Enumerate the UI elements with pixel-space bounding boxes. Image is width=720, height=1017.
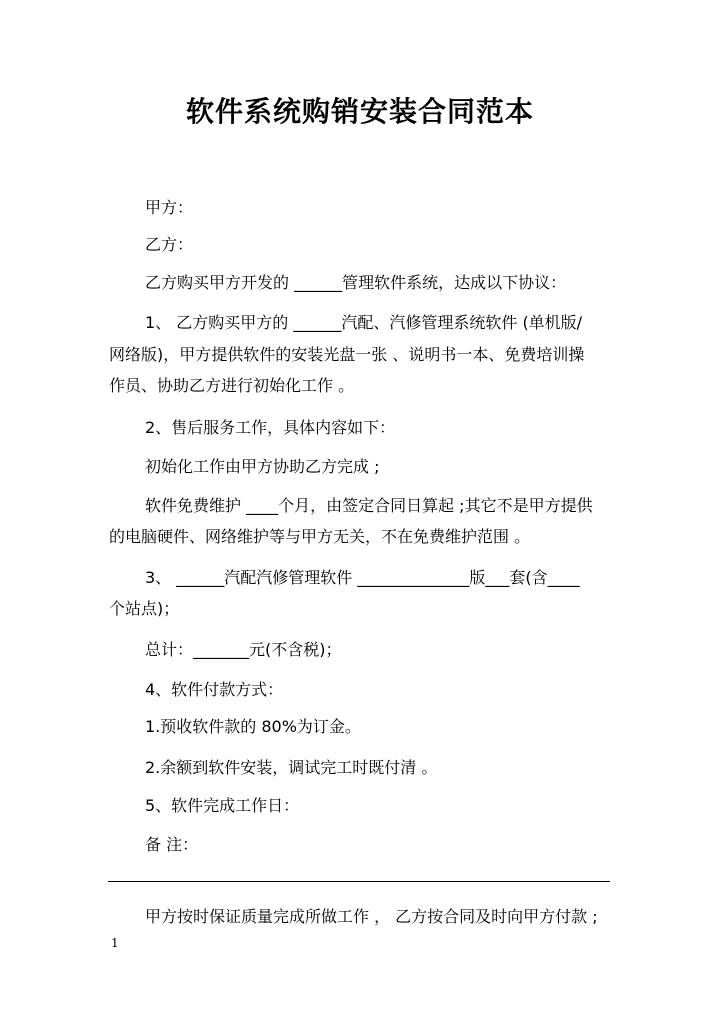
- document-title: 软件系统购销安装合同范本: [185, 95, 534, 128]
- remarks-label: 备 注：: [145, 835, 199, 854]
- page-number: 1: [111, 936, 119, 950]
- clause-2-item-2-line-1: 软件免费维护 ____个月，由签定合同日算起 ;其它不是甲方提供: [145, 496, 593, 515]
- remarks-underline: [108, 881, 610, 882]
- agreement-intro: 乙方购买甲方开发的 ______管理软件系统，达成以下协议：: [145, 273, 567, 292]
- total-line: 总计：_______元(不含税)；: [145, 640, 342, 659]
- clause-1-line-3: 作员、协助乙方进行初始化工作 。: [109, 376, 355, 395]
- clause-2-heading: 2、售后服务工作，具体内容如下：: [145, 418, 396, 437]
- clause-1-line-2: 网络版)，甲方提供软件的安装光盘一张 、说明书一本、免费培训操: [109, 345, 585, 364]
- payment-item-1: 1.预收软件款的 80%为订金。: [145, 717, 361, 736]
- clause-2-item-1: 初始化工作由甲方协助乙方完成 ;: [145, 457, 380, 476]
- clause-5-heading: 5、软件完成工作日：: [145, 796, 300, 815]
- clause-2-item-2-line-2: 的电脑硬件、网络维护等与甲方无关，不在免费维护范围 。: [109, 527, 531, 546]
- clause-3-line-1: 3、 ______汽配汽修管理软件 ______________版___套(含____: [145, 568, 580, 587]
- clause-1-line-1: 1、 乙方购买甲方的 ______汽配、汽修管理系统软件 (单机版/: [145, 313, 583, 332]
- clause-3-line-2: 个站点)；: [109, 599, 180, 618]
- obligations-line: 甲方按时保证质量完成所做工作 ， 乙方按合同及时向甲方付款 ;: [145, 907, 598, 926]
- payment-item-2: 2.余额到软件安装，调试完工时既付清 。: [145, 758, 438, 777]
- party-b-line: 乙方：: [145, 235, 194, 254]
- clause-4-heading: 4、软件付款方式：: [145, 680, 284, 699]
- party-a-line: 甲方：: [145, 198, 194, 217]
